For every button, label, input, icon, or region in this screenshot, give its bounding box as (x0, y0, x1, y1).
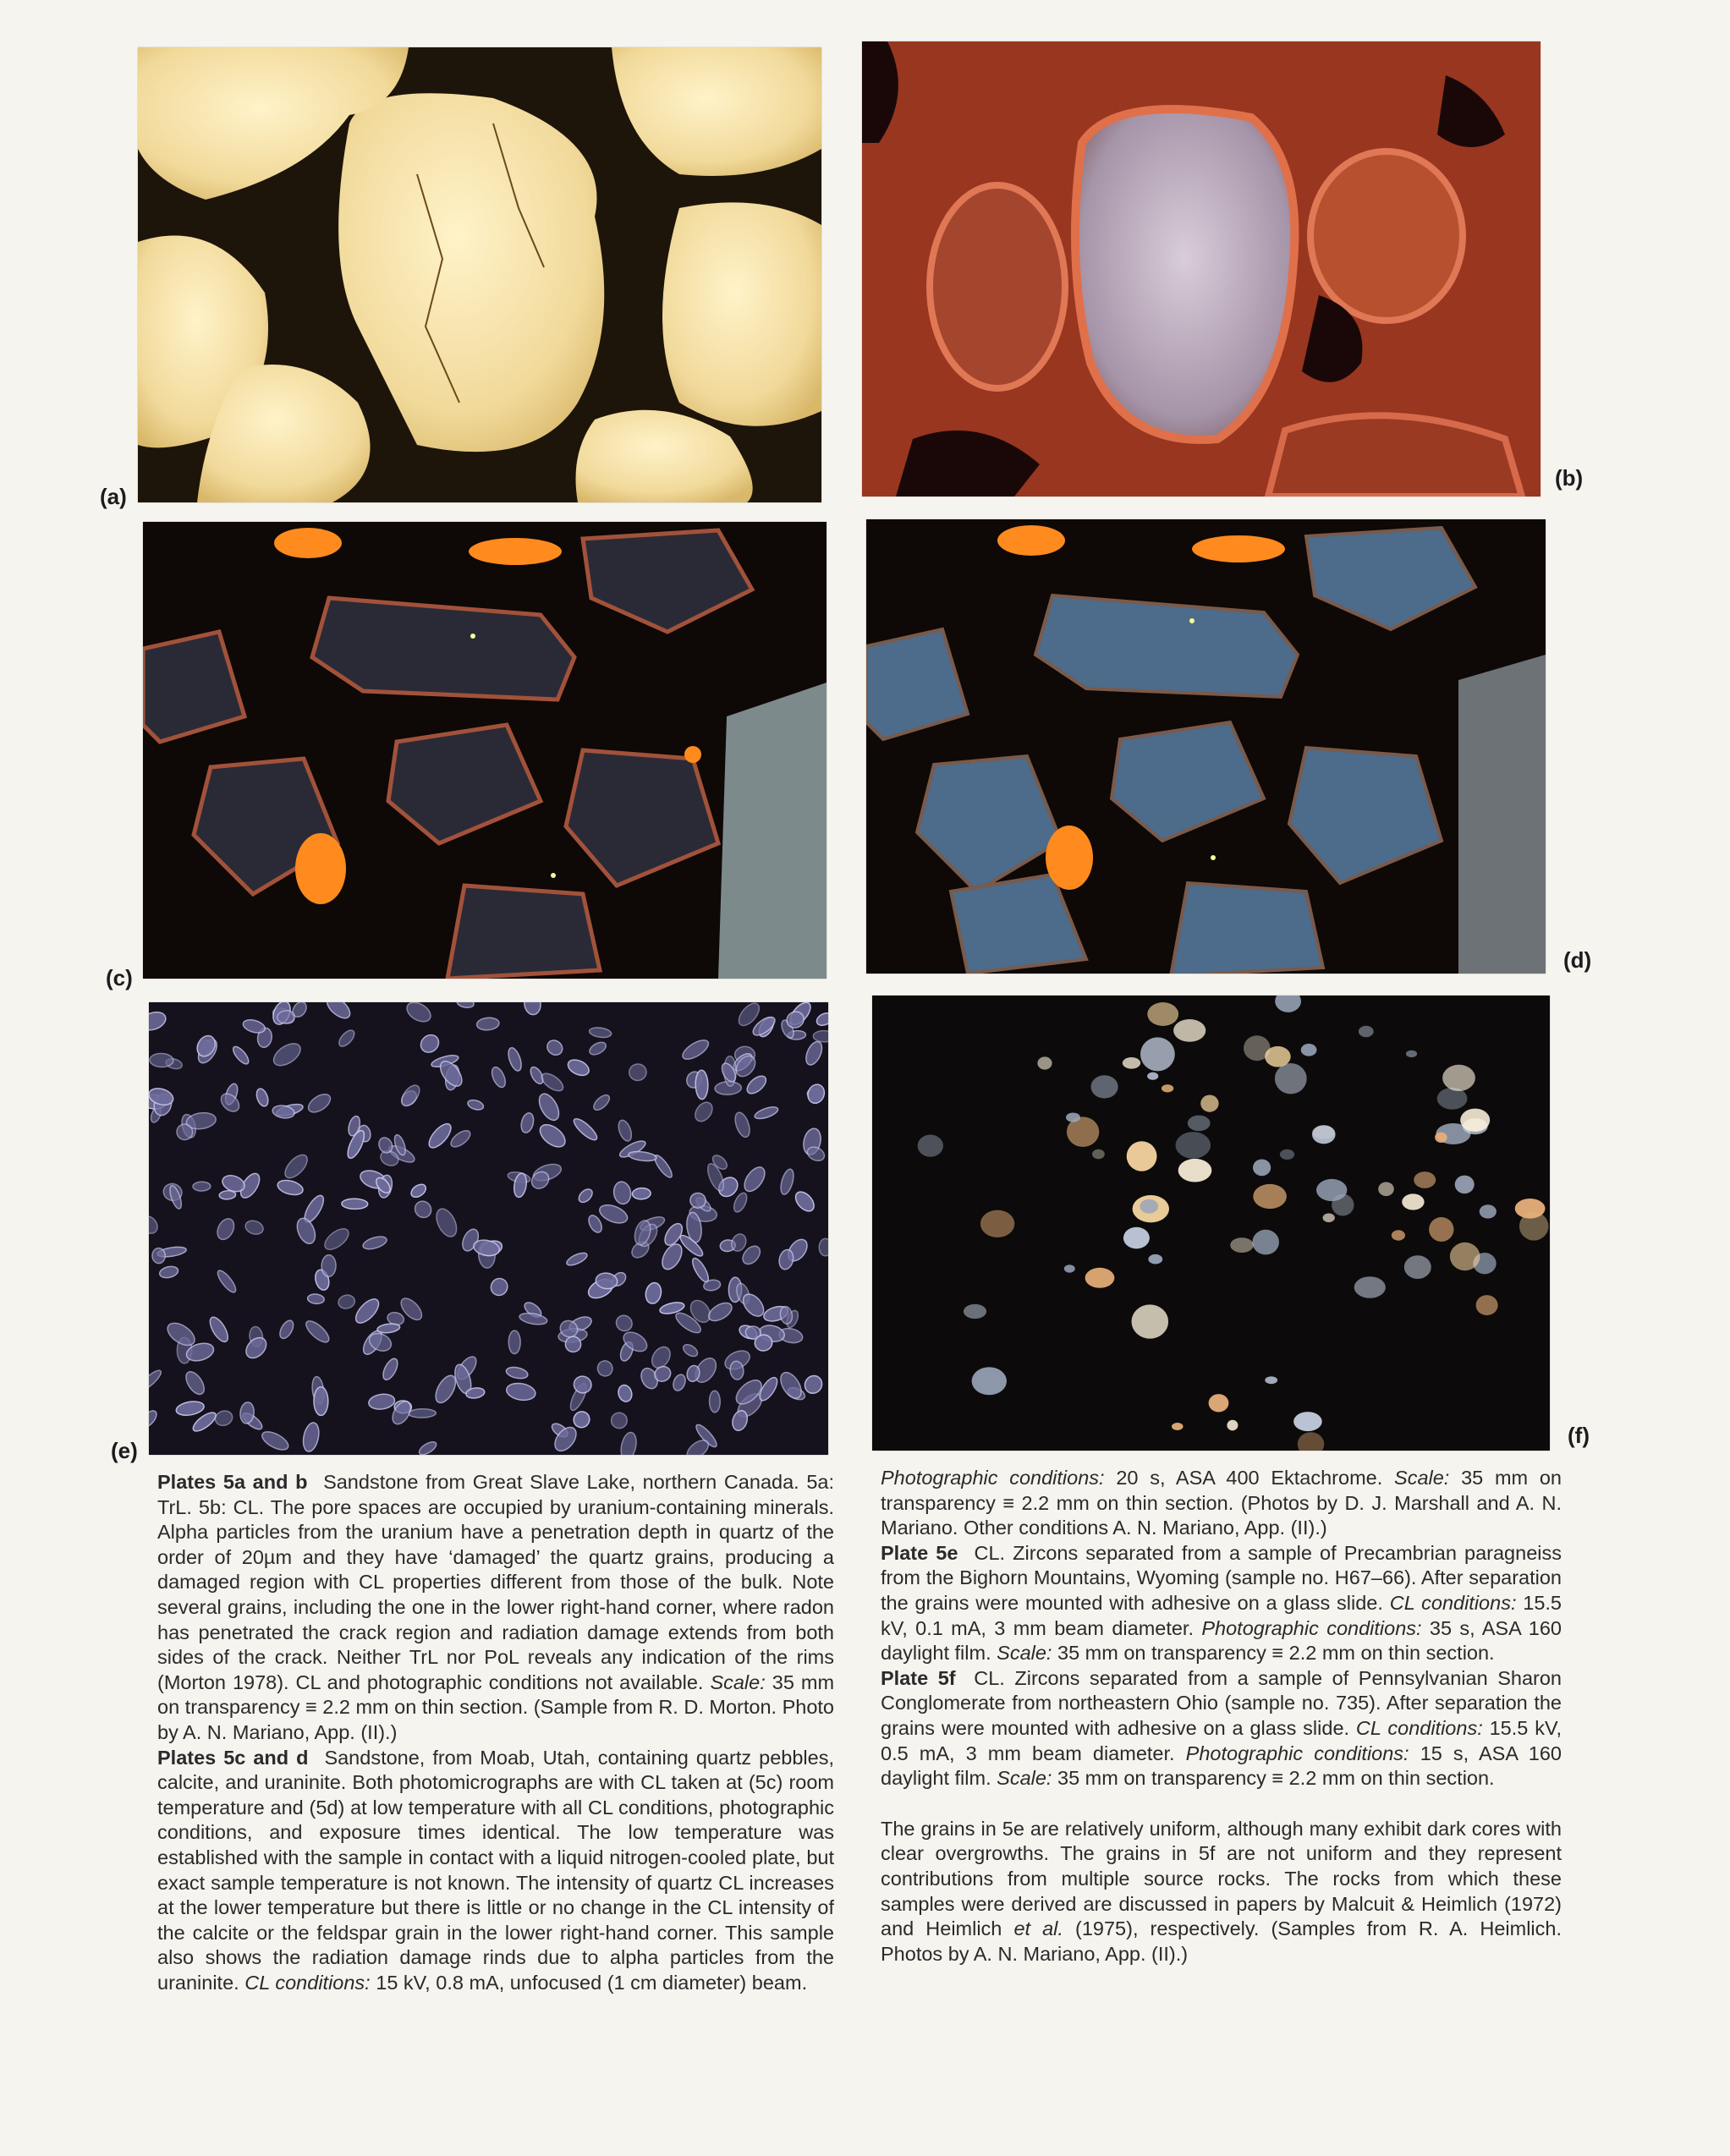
cl-conditions-label: CL conditions: (244, 1971, 371, 1994)
zircon-grain (1209, 1394, 1229, 1412)
scale-label: Scale: (997, 1642, 1052, 1665)
zircon-grain (1147, 1002, 1178, 1026)
zircon-grain (1293, 1412, 1322, 1431)
zircon-grain (1173, 1019, 1206, 1042)
plate-e-label: (e) (111, 1438, 138, 1463)
zircon-grain (1253, 1184, 1287, 1209)
zircon-grain (1476, 1295, 1498, 1315)
cl-conditions-text: 15.5 kV, 0.1 mA, 3 mm beam diameter. (881, 1591, 1562, 1639)
plate-b-photo (862, 41, 1541, 496)
zircon-grain (1066, 1113, 1080, 1122)
scale-text: 35 mm on transparency ≡ 2.2 mm on thin section. (Sample from R. D. Morton. Photo by A. N. Mariano, App. (II).) (157, 1670, 835, 1743)
zircon-grain (1147, 1073, 1158, 1080)
scale-label: Scale: (1394, 1467, 1450, 1489)
zircon-grain (150, 1053, 174, 1067)
zircon-grain (1406, 1051, 1417, 1057)
scale-text: 35 mm on transparency ≡ 2.2 mm on thin section. (Photos by D. J. Marshall and A. N. Mariano. Other conditions A. N. Mariano, App. (II).) (881, 1467, 1562, 1539)
zircon-grain (709, 1391, 720, 1413)
plate-c-label: (c) (106, 965, 133, 990)
caption-5c-d-continued (881, 1466, 1562, 1541)
zircon-grain (1435, 1133, 1447, 1143)
cl-conditions-text: 15 kV, 0.8 mA, unfocused (1 cm diameter) beam. (376, 1971, 808, 1994)
plate-c-photo (143, 522, 827, 979)
caption-plate-5f (881, 1666, 1562, 1791)
caption-plates-5a-b (157, 1470, 834, 1746)
cl-conditions-text: 15.5 kV, 0.5 mA, 3 mm beam diameter. (881, 1716, 1562, 1764)
zircon-grain (1429, 1217, 1453, 1242)
zircon-grain (314, 1387, 328, 1416)
scale-text: 35 mm on transparency ≡ 2.2 mm on thin section. (1057, 1642, 1495, 1665)
zircon-grain (1354, 1276, 1386, 1298)
zircon-grain (1378, 1182, 1394, 1197)
plate-b-label: (b) (1555, 465, 1584, 491)
zircon-grain (1301, 1044, 1317, 1056)
discussion-text-1: The grains in 5e are relatively uniform, although many exhibit dark cores with clear overgrowths. The grains in 5f are not uniform and they represent contributions from multiple source rocks. The rocks from which these samples were derived are discussed in papers by Malcuit & Heimlich (1972) and Heimlich (881, 1817, 1562, 1940)
plate-f-label: (f) (1568, 1423, 1590, 1448)
zircon-grain (1265, 1376, 1277, 1384)
discussion-text-2: (1975), respectively. (Samples from R. A. Heimlich. Photos by A. N. Mariano, App. (II).) (881, 1917, 1562, 1965)
zircon-grain (1064, 1265, 1075, 1272)
zircon-grain (1188, 1116, 1211, 1132)
zircon-grain (1455, 1176, 1475, 1194)
discussion-etal: et al. (1013, 1917, 1063, 1940)
caption-plates-5c-d (157, 1746, 834, 1996)
zircon-grain (1252, 1230, 1279, 1255)
zircon-grain (1515, 1199, 1546, 1219)
zircon-grain (1148, 1254, 1162, 1265)
zircon-grain (1178, 1159, 1212, 1182)
caption-right-column (881, 1466, 1562, 1967)
caption-plate-5e (881, 1541, 1562, 1666)
zircon-grain (1200, 1095, 1218, 1112)
zircon-grain (1140, 1199, 1158, 1214)
caption-body: Sandstone from Great Slave Lake, northern Canada. 5a: TrL. 5b: CL. The pore spaces are occupied by uranium-containing minerals. Alpha particles from the uranium have a penetration depth in quartz of the order of 20µm and they have ‘damaged’ the quartz grains, producing a damaged region with CL properties different from those of the bulk. Note several grains, including the one in the lower right-hand corner, where radon has penetrated the crack region and radiation damage extends from both sides of the crack. Neither TrL nor PoL reveals any indication of the rims (Morton 1978). CL and photographic conditions not available. (157, 1471, 834, 1693)
caption-body: CL. Zircons separated from a sample of Precambrian paragneiss from the Bighorn Mountains, Wyoming (sample no. H67–66). After separation the grains were mounted with adhesive on a glass slide. (881, 1541, 1562, 1614)
zircon-grain (1176, 1132, 1211, 1159)
plate-d-label: (d) (1563, 947, 1592, 973)
zircon-grain (1402, 1193, 1424, 1210)
zircon-grain (1123, 1057, 1140, 1069)
zircon-grain (918, 1135, 943, 1157)
caption-body: Sandstone, from Moab, Utah, containing quartz pebbles, calcite, and uraninite. Both photomicrographs are with CL taken at (5c) room temperature and (5d) at low temperature with all CL conditions, photographic conditions, and exposure times identical. The low temperature was established with the sample in contact with a liquid nitrogen-cooled plate, but exact sample temperature is not known. The intensity of quartz CL increases at the lower temperature but there is little or no change in the CL intensity of the calcite or the feldspar grain in the lower right-hand corner. This sample also shows the radiation damage rinds due to alpha particles from the uraninite. (157, 1746, 834, 1994)
zircon-grain (1162, 1084, 1173, 1092)
zircon-grain (1140, 1037, 1175, 1071)
plate-a-photo (138, 47, 821, 502)
zircon-grain (1092, 1149, 1105, 1160)
zircon-grain (342, 1199, 368, 1210)
zircon-grain (1253, 1160, 1271, 1177)
zircon-grain (1085, 1268, 1115, 1288)
zircon-grain (695, 1070, 708, 1100)
photo-conditions-label: Photographic conditions: (1201, 1616, 1422, 1639)
caption-lead: Plates 5a and b (157, 1471, 308, 1493)
photo-conditions-label: Photographic conditions: (881, 1467, 1105, 1489)
scale-text: 35 mm on transparency ≡ 2.2 mm on thin section. (1057, 1767, 1495, 1790)
zircon-grain (819, 1238, 828, 1256)
zircon-grain (1316, 1179, 1347, 1201)
photo-conditions-text: 20 s, ASA 400 Ektachrome. (1116, 1467, 1383, 1489)
cl-conditions-label: CL conditions: (1355, 1716, 1483, 1739)
caption-lead: Plates 5c and d (157, 1746, 309, 1769)
zircon-grain (1480, 1204, 1497, 1218)
scale-label: Scale: (710, 1670, 766, 1693)
zircon-grain (1127, 1141, 1157, 1171)
zircon-grain (1450, 1243, 1480, 1270)
zircon-grain (632, 1188, 651, 1199)
zircon-grain (1442, 1065, 1475, 1091)
zircon-grain (980, 1210, 1014, 1237)
zircon-grain (1172, 1423, 1184, 1430)
caption-left-column (157, 1470, 834, 1995)
zircon-grain (152, 1248, 166, 1264)
photo-conditions-label: Photographic conditions: (1185, 1742, 1409, 1764)
zircon-grain (1414, 1171, 1436, 1188)
zircon-grain (1460, 1109, 1490, 1132)
caption-lead: Plate 5e (881, 1541, 958, 1564)
cl-conditions-label: CL conditions: (1389, 1591, 1517, 1614)
zircon-grain (1392, 1230, 1405, 1240)
photo-conditions-text: 35 s, ASA 160 daylight film. (881, 1616, 1562, 1665)
zircon-grain (1227, 1420, 1238, 1431)
zircon-grain (1037, 1056, 1052, 1069)
zircon-grain (1275, 1063, 1307, 1094)
photo-conditions-text: 15 s, ASA 160 daylight film. (881, 1742, 1562, 1790)
caption-lead: Plate 5f (881, 1666, 956, 1689)
scale-label: Scale: (997, 1767, 1052, 1790)
zircon-grain (972, 1367, 1007, 1395)
zircon-grain (1359, 1026, 1374, 1037)
zircon-grain (1132, 1304, 1169, 1338)
plate-f-photo (872, 996, 1550, 1451)
zircon-grain (1404, 1255, 1431, 1279)
plate-a-label: (a) (100, 484, 127, 509)
zircon-grain (1091, 1075, 1118, 1098)
zircon-grain (964, 1304, 986, 1319)
zircon-grain (508, 1330, 520, 1353)
plate-d-photo (866, 519, 1546, 974)
zircon-grain (1437, 1088, 1468, 1110)
zircon-grain (1312, 1125, 1336, 1144)
caption-body: CL. Zircons separated from a sample of Pennsylvanian Sharon Conglomerate from northeastern Ohio (sample no. 735). After separation the grains were mounted with adhesive on a glass slide. (881, 1666, 1562, 1739)
zircon-grain (1280, 1149, 1294, 1160)
zircon-grain (321, 1255, 336, 1277)
zircon-grain (1230, 1237, 1254, 1253)
zircon-grain (409, 1409, 437, 1418)
zircon-grain (193, 1182, 211, 1191)
discussion-paragraph (881, 1817, 1562, 1967)
zircon-grain (1323, 1214, 1335, 1223)
plate-e-photo (149, 1002, 828, 1455)
zircon-grain (611, 1413, 627, 1429)
zircon-grain (1123, 1227, 1150, 1249)
